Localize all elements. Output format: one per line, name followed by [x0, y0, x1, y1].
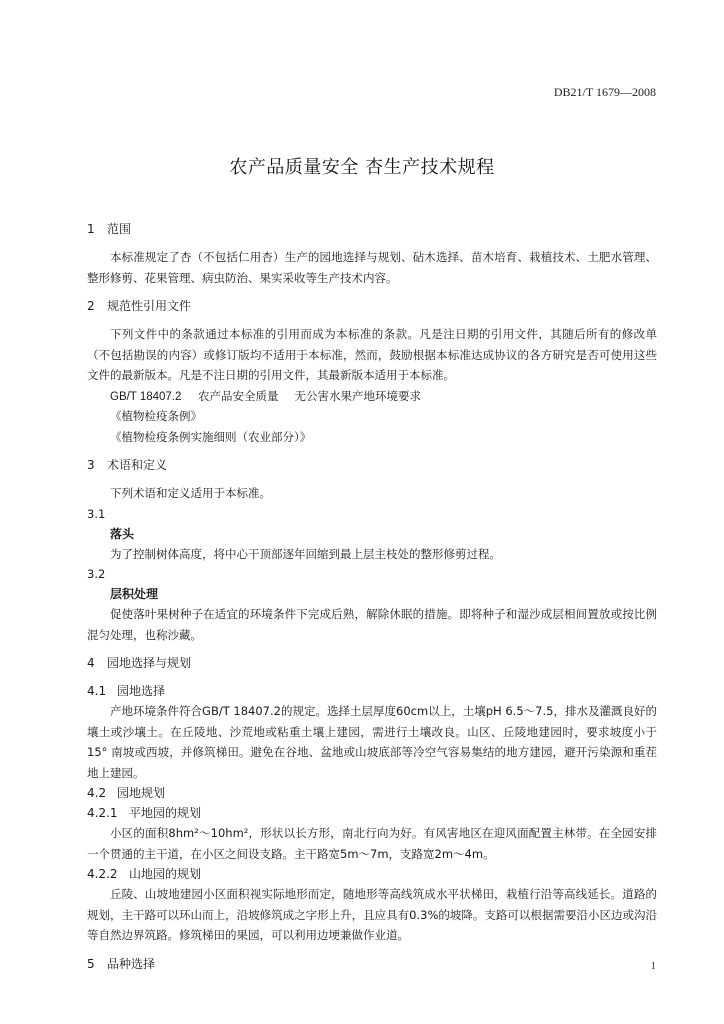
reference-title: 农产品安全质量 — [198, 388, 279, 403]
section-number: 5 — [87, 956, 95, 971]
term-number: 3.2 — [87, 567, 106, 581]
subsection-4-2-1-heading — [87, 803, 657, 823]
subsection-title: 山地园的规划 — [129, 867, 202, 881]
subsection-4-1-paragraph: 产地环境条件符合GB/T 18407.2的规定。选择土层厚度60cm以上，土壤pH 6.5～7.5，排水及灌溉良好的壤土或沙壤土。在丘陵地、沙荒地或粘重土壤上建园，需进行土壤改良。山区、丘陵地建园时，要求坡度小于15° 南坡或西坡，并修筑梯田。避免在谷地、盆地或山坡底部等冷空气容易集结的地方建园，避开污染源和重茬地上建园。 — [87, 704, 657, 780]
term-name: 层积处理 — [110, 587, 159, 601]
reference-subtitle: 无公害水果产地环境要求 — [294, 388, 421, 403]
subsection-4-2-1-paragraph: 小区的面积8hm²～10hm²，形状以长方形，南北行向为好。有风害地区在迎风面配置主林带。在全园安排一个贯通的主干道，在小区之间设支路。主干路宽5m～7m，支路宽2m～4m。 — [87, 826, 657, 861]
section-number: 2 — [87, 299, 95, 313]
section-5-heading — [87, 954, 657, 974]
section-2-paragraph: 下列文件中的条款通过本标准的引用而成为本标准的条款。凡是注日期的引用文件，其随后所有的修改单（不包括勘误的内容）或修订版均不适用于本标准，然而，鼓励根据本标准达成协议的各方研究是否可使用这些文件的最新版本。凡是不注日期的引用文件，其最新版本适用于本标准。 — [87, 327, 657, 382]
subsection-4-2-heading — [87, 783, 657, 803]
subsection-number: 4.1 — [87, 684, 107, 698]
section-number: 3 — [87, 458, 95, 472]
section-1-paragraph: 本标准规定了杏（不包括仁用杏）生产的园地选择与规划、砧木选择、苗木培育、栽植技术、土肥水管理、整形修剪、花果管理、病虫防治、果实采收等生产技术内容。 — [87, 250, 657, 285]
term-name: 落头 — [110, 526, 135, 541]
reference-item — [87, 427, 657, 448]
term-definition: 为了控制树体高度，将中心干顶部逐年回缩到最上层主枝处的整形修剪过程。 — [110, 546, 501, 561]
standard-code: DB21/T 1679—2008 — [553, 85, 656, 99]
subsection-title: 平地园的规划 — [129, 806, 202, 820]
section-number: 4 — [87, 656, 95, 670]
document-title: 农产品质量安全 杏生产技术规程 — [229, 157, 495, 178]
subsection-4-1-heading — [87, 681, 657, 701]
subsection-4-2-2-paragraph: 丘陵、山坡地建园小区面积视实际地形而定，随地形等高线筑成水平状梯田，栽植行沿等高线延长。道路的规划，主干路可以环山而上，沿坡修筑成之字形上升，且应具有0.3%的坡降。支路可以根据需要沿小区边或沟沿等自然边界筑路。修筑梯田的果园，可以利用边埂兼做作业道。 — [87, 887, 657, 942]
reference-title: 《植物检疫条例》 — [110, 409, 202, 423]
term-definition: 促使落叶果树种子在适宜的环境条件下完成后熟，解除休眠的措施。即将种子和湿沙成层相间置放或按比例混匀处理，也称沙藏。 — [87, 607, 657, 642]
section-number: 1 — [87, 222, 95, 236]
document-body — [87, 219, 657, 982]
section-title: 规范性引用文件 — [107, 299, 192, 313]
section-title: 品种选择 — [107, 956, 156, 971]
term-number: 3.1 — [87, 506, 106, 521]
subsection-number: 4.2.2 — [87, 867, 118, 881]
section-title: 园地选择与规划 — [107, 656, 192, 670]
page-number: 1 — [650, 960, 656, 972]
section-title: 术语和定义 — [107, 458, 168, 472]
reference-code: GB/T 18407.2 — [110, 390, 182, 403]
reference-title: 《植物检疫条例实施细则（农业部分）》 — [110, 429, 312, 444]
section-4-heading — [87, 653, 657, 673]
subsection-number: 4.2 — [87, 786, 107, 800]
section-3-heading — [87, 455, 657, 475]
subsection-title: 园地选择 — [117, 684, 166, 698]
subsection-title: 园地规划 — [117, 786, 166, 800]
subsection-4-2-2-heading — [87, 864, 657, 884]
section-2-heading — [87, 296, 657, 316]
reference-item — [87, 406, 657, 427]
section-title: 范围 — [107, 222, 132, 236]
section-3-intro: 下列术语和定义适用于本标准。 — [110, 486, 271, 500]
section-1-heading — [87, 219, 657, 239]
reference-item — [87, 386, 657, 407]
subsection-number: 4.2.1 — [87, 806, 118, 820]
